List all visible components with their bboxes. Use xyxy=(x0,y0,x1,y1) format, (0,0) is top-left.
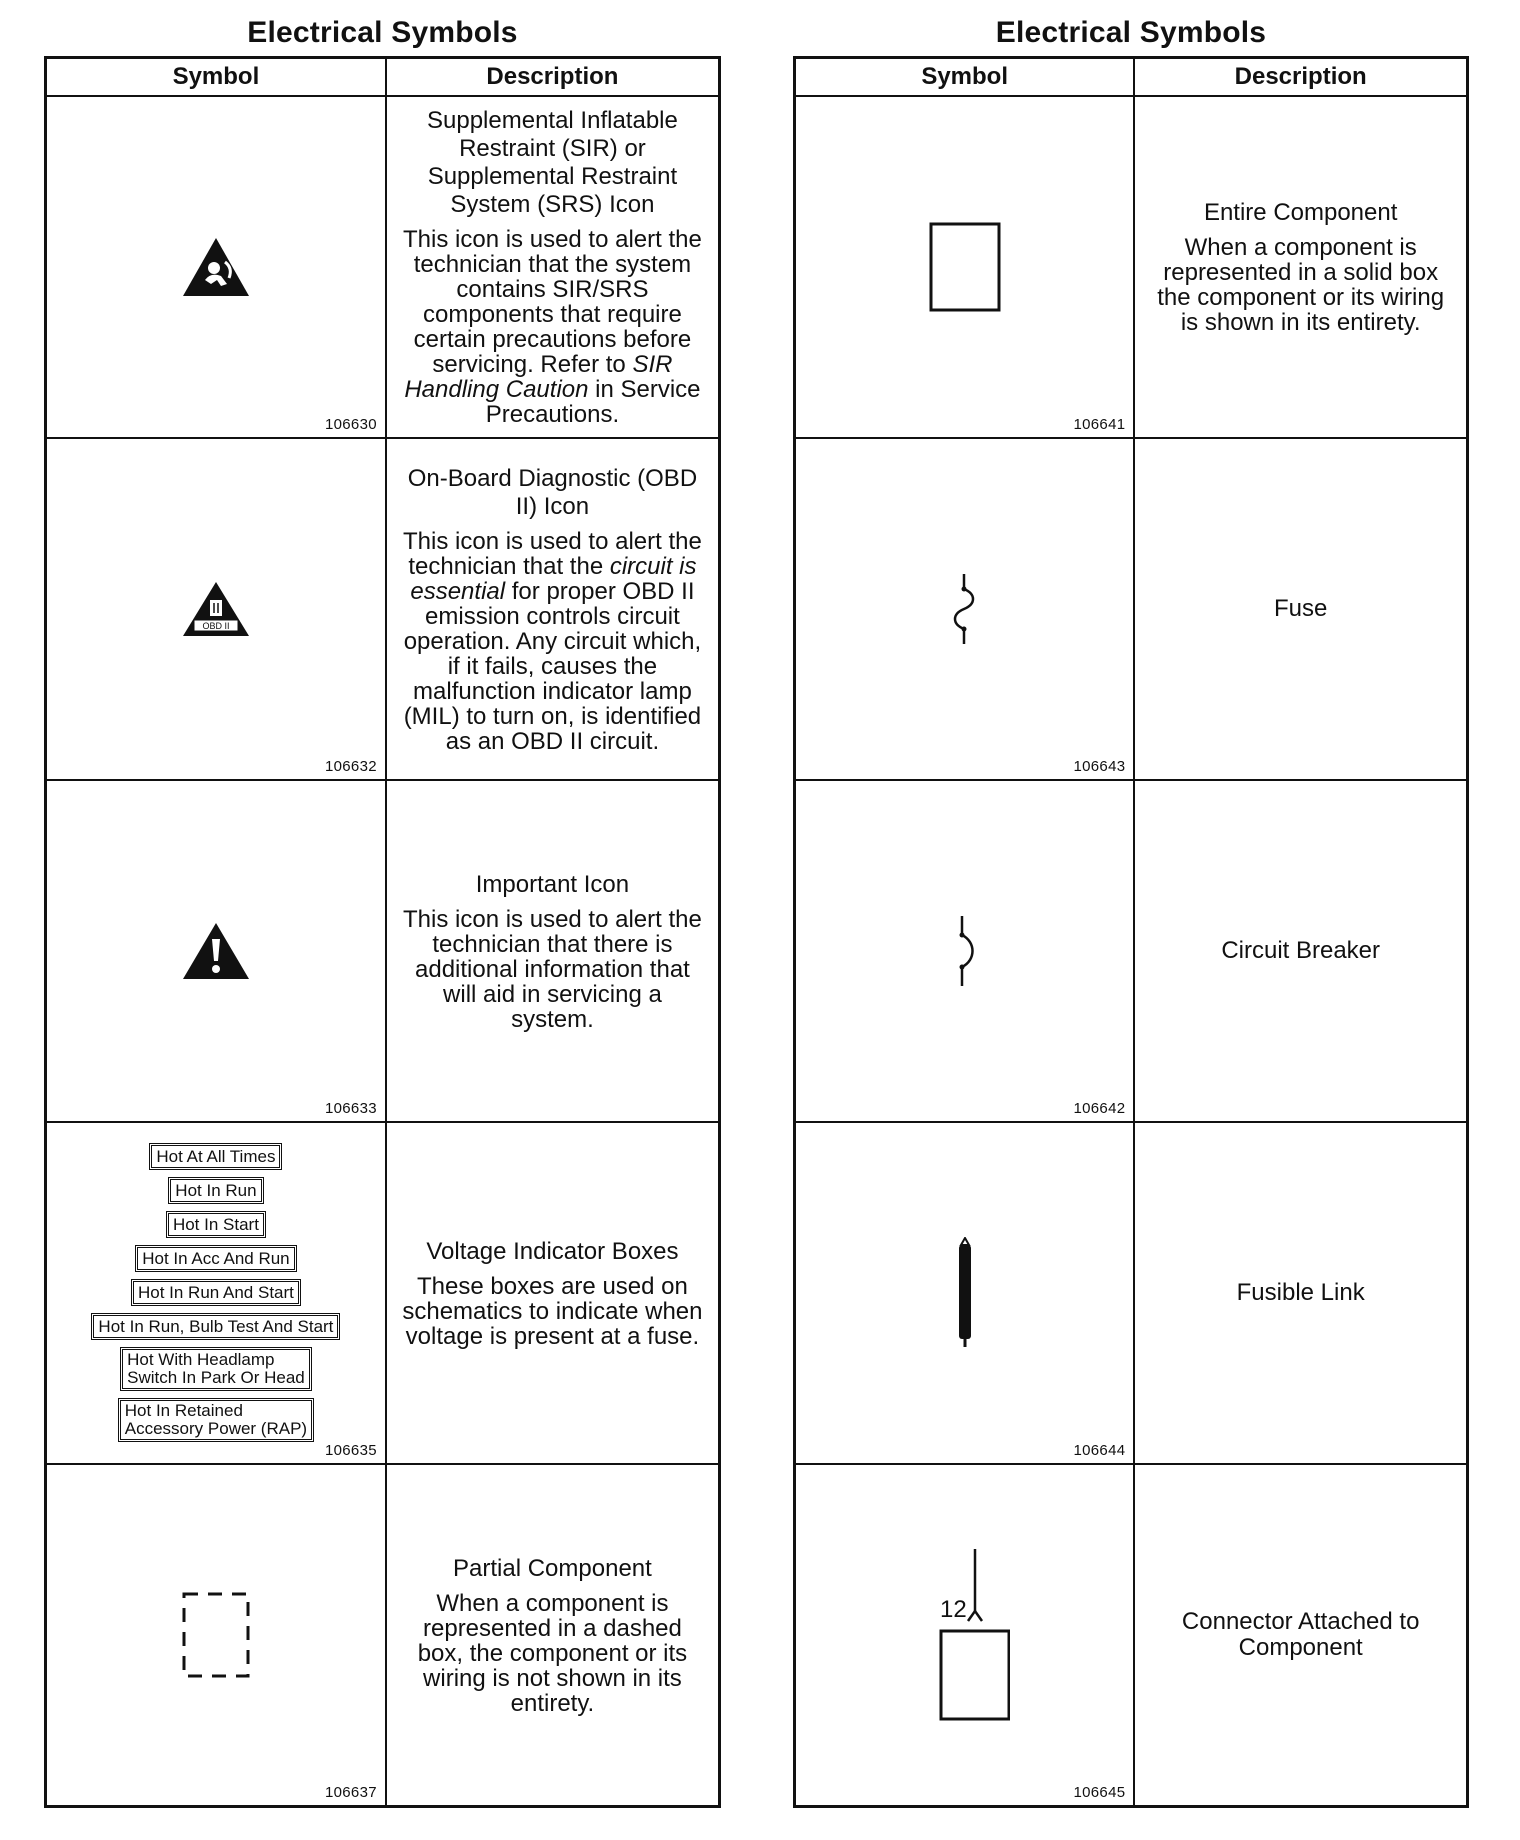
figure-number: 106635 xyxy=(325,1442,377,1459)
table-row xyxy=(795,1464,1468,1807)
description-cell xyxy=(1134,1122,1467,1464)
table-row xyxy=(795,438,1468,780)
symbol-cell xyxy=(46,438,386,780)
description-title: Fusible Link xyxy=(1236,1279,1365,1306)
description-body: This icon is used to alert the technician that there is additional information that will aid in servicing a system. xyxy=(403,905,702,1033)
connector-pin-label: 12 xyxy=(939,1596,967,1623)
description-title: Voltage Indicator Boxes xyxy=(426,1237,679,1265)
table-row xyxy=(46,780,720,1122)
description-body: These boxes are used on schematics to indicate when voltage is present at a fuse. xyxy=(402,1272,703,1350)
voltage-indicator-box: Hot At All Times xyxy=(149,1143,282,1170)
description-column-header: Description xyxy=(1134,58,1467,97)
obd-ii-icon-label: OBD II xyxy=(202,621,230,631)
description-cell xyxy=(386,438,720,780)
dashed-box-icon xyxy=(178,1588,254,1682)
symbol-cell xyxy=(795,438,1135,780)
obd-ii-warning-icon xyxy=(181,580,251,638)
voltage-indicator-box: Hot With Headlamp Switch In Park Or Head xyxy=(120,1347,312,1391)
table-row xyxy=(795,96,1468,438)
symbol-cell xyxy=(46,1464,386,1807)
right-header-row xyxy=(795,58,1468,97)
fusible-link-icon xyxy=(953,1237,977,1349)
description-title: Connector Attached to Component xyxy=(1181,1608,1420,1661)
symbol-column-header: Symbol xyxy=(795,58,1135,97)
description-title: Important Icon xyxy=(475,870,630,898)
emphasis-text: circuit is essential xyxy=(410,552,697,605)
fuse-icon xyxy=(950,572,980,646)
description-title: Entire Component xyxy=(1203,199,1398,226)
table-row xyxy=(46,1122,720,1464)
voltage-indicator-box: Hot In Start xyxy=(166,1211,266,1238)
voltage-indicator-box: Hot In Run And Start xyxy=(131,1279,301,1306)
description-cell xyxy=(1134,96,1467,438)
description-cell xyxy=(1134,1464,1467,1807)
figure-number: 106643 xyxy=(1073,758,1126,775)
figure-number: 106633 xyxy=(325,1100,377,1117)
solid-box-icon xyxy=(927,220,1003,314)
left-symbols-table xyxy=(44,56,721,1808)
description-body: When a component is represented in a dashed box, the component or its wiring is not shown in its entirety. xyxy=(417,1589,688,1717)
figure-number: 106637 xyxy=(325,1784,377,1801)
symbol-cell xyxy=(46,780,386,1122)
description-cell xyxy=(1134,438,1467,780)
circuit-breaker-icon xyxy=(950,914,980,988)
description-body: When a component is represented in a solid box the component or its wiring is shown in its entirety. xyxy=(1157,234,1445,336)
left-symbols-panel xyxy=(44,10,721,1808)
voltage-indicator-box: Hot In Run, Bulb Test And Start xyxy=(91,1313,340,1340)
symbol-cell xyxy=(795,96,1135,438)
description-title: Circuit Breaker xyxy=(1221,937,1381,964)
connector-attached-icon xyxy=(920,1547,1010,1723)
symbol-cell xyxy=(795,780,1135,1122)
left-panel-title: Electrical Symbols xyxy=(247,16,518,49)
description-body: This icon is used to alert the technician that the system contains SIR/SRS components that require certain precautions before servicing. Refer to SIR Handling Caution in Service Precautions. xyxy=(403,226,702,428)
table-row xyxy=(46,1464,720,1807)
description-cell xyxy=(1134,780,1467,1122)
symbol-column-header: Symbol xyxy=(46,58,386,97)
table-row xyxy=(46,438,720,780)
description-cell xyxy=(386,1122,720,1464)
table-row xyxy=(795,1122,1468,1464)
right-symbols-panel xyxy=(793,10,1469,1808)
symbol-cell xyxy=(795,1464,1135,1807)
voltage-indicator-box: Hot In Retained Accessory Power (RAP) xyxy=(118,1398,314,1442)
description-body: This icon is used to alert the technician that the circuit is essential for proper OBD II emission controls circuit operation. Any circuit which, if it fails, causes the malfunction indicator lamp (MIL) to turn on, is identified as an OBD II circuit. xyxy=(403,527,702,755)
figure-number: 106642 xyxy=(1073,1100,1126,1117)
symbol-cell xyxy=(46,96,386,438)
voltage-indicator-box: Hot In Acc And Run xyxy=(135,1245,296,1272)
figure-number: 106630 xyxy=(325,416,377,433)
description-cell xyxy=(386,96,720,438)
left-header-row xyxy=(46,58,720,97)
emphasis-text: SIR Handling Caution xyxy=(404,351,673,403)
sir-srs-warning-icon xyxy=(181,236,251,298)
figure-number: 106645 xyxy=(1073,1784,1126,1801)
description-title: Supplemental Inflatable Restraint (SIR) or Supplemental Restraint System (SRS) Icon xyxy=(427,107,678,218)
right-symbols-table xyxy=(793,56,1469,1808)
description-title: Partial Component xyxy=(453,1554,652,1582)
important-warning-icon xyxy=(181,921,251,981)
table-row xyxy=(795,780,1468,1122)
description-cell xyxy=(386,780,720,1122)
description-column-header: Description xyxy=(386,58,720,97)
voltage-indicator-boxes xyxy=(47,1143,385,1442)
symbol-cell xyxy=(795,1122,1135,1464)
figure-number: 106644 xyxy=(1073,1442,1126,1459)
table-row xyxy=(46,96,720,438)
right-panel-title: Electrical Symbols xyxy=(995,16,1267,49)
figure-number: 106641 xyxy=(1073,416,1126,433)
figure-number: 106632 xyxy=(325,758,377,775)
description-cell xyxy=(386,1464,720,1807)
voltage-indicator-box: Hot In Run xyxy=(168,1177,263,1204)
symbol-cell xyxy=(46,1122,386,1464)
description-title: On-Board Diagnostic (OBD II) Icon xyxy=(407,464,698,520)
description-title: Fuse xyxy=(1274,595,1328,622)
